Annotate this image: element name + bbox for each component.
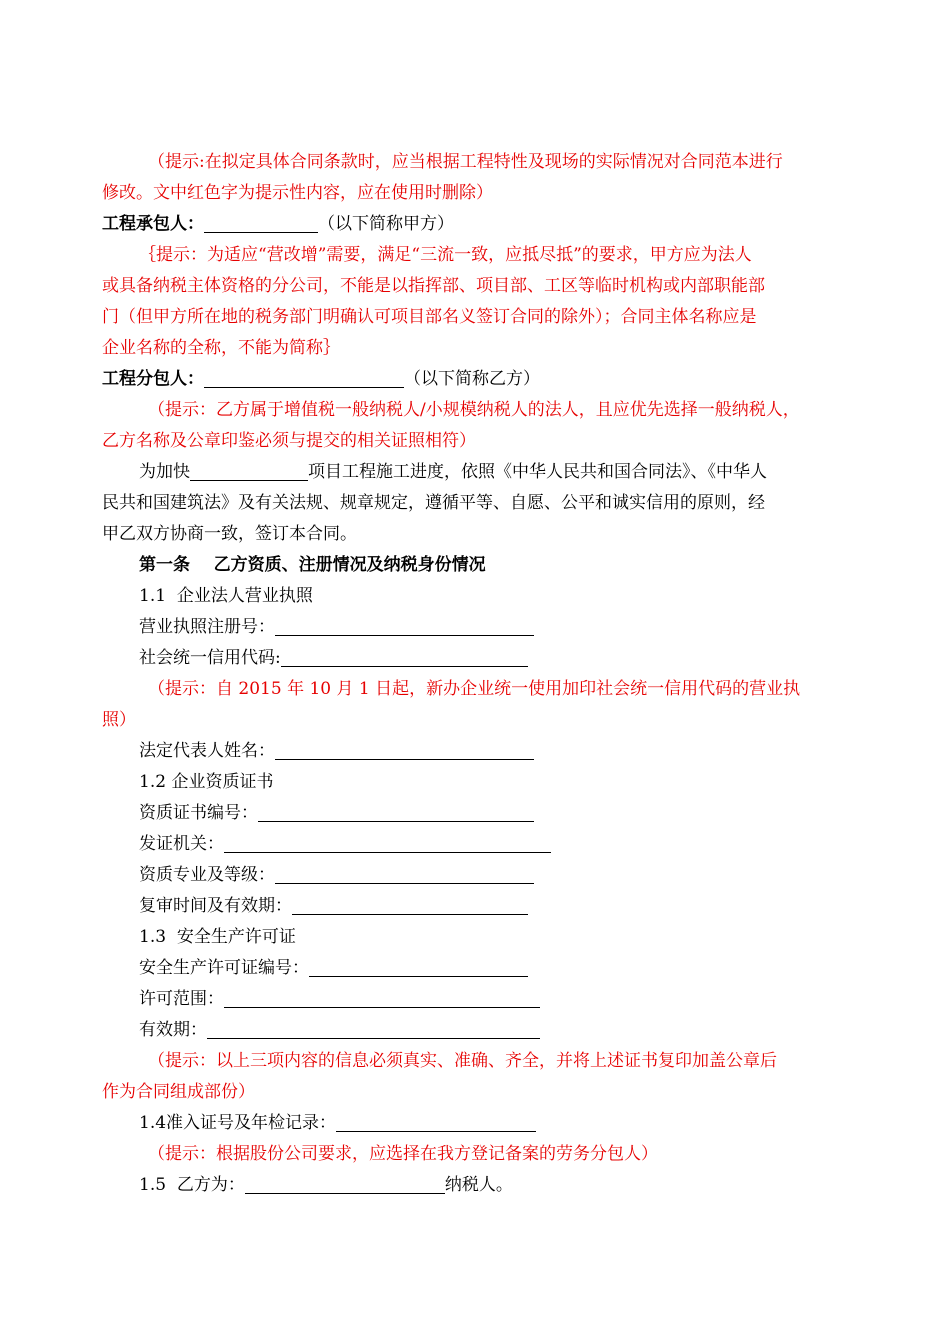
credit-code-blank[interactable]	[281, 644, 528, 667]
project-name-blank[interactable]	[190, 458, 308, 481]
hint-three-line1: （提示：以上三项内容的信息必须真实、准确、齐全，并将上述证书复印加盖公章后	[148, 1051, 777, 1071]
credit-code-row	[102, 643, 862, 674]
preamble-line1	[102, 457, 862, 488]
party-a-blank[interactable]	[204, 210, 318, 233]
scope-row	[102, 984, 862, 1015]
specialty-label: 资质专业及等级：	[139, 865, 275, 885]
hint-intro-line1: （提示:在拟定具体合同条款时，应当根据工程特性及现场的实际情况对合同范本进行	[148, 152, 783, 172]
review-label: 复审时间及有效期：	[139, 896, 292, 916]
license-no-label: 营业执照注册号：	[139, 617, 275, 637]
access-label: 1.4准入证号及年检记录：	[139, 1113, 337, 1133]
party-b-suffix: （以下简称乙方）	[404, 369, 540, 389]
party-b-blank[interactable]	[204, 365, 404, 388]
safety-no-blank[interactable]	[309, 954, 528, 977]
access-blank[interactable]	[336, 1109, 536, 1132]
hint-three-line2: 作为合同组成部份）	[102, 1082, 255, 1102]
contract-page	[102, 147, 862, 1201]
hint-party-b-line1: （提示：乙方属于增值税一般纳税人/小规模纳税人的法人，且应优先选择一般纳税人，	[148, 400, 800, 420]
cert-no-row	[102, 798, 862, 829]
issuer-blank[interactable]	[224, 830, 551, 853]
review-row	[102, 891, 862, 922]
hint-party-a-line1: ｛提示：为适应“营改增”需要，满足“三流一致，应抵尽抵”的要求，甲方应为法人	[139, 245, 752, 265]
scope-label: 许可范围：	[139, 989, 224, 1009]
issuer-label: 发证机关：	[139, 834, 224, 854]
cert-no-blank[interactable]	[258, 799, 534, 822]
credit-code-label: 社会统一信用代码:	[139, 648, 281, 668]
validity-label: 有效期：	[139, 1020, 207, 1040]
safety-no-label: 安全生产许可证编号：	[139, 958, 309, 978]
specialty-row	[102, 860, 862, 891]
party-b-line	[102, 364, 862, 395]
validity-blank[interactable]	[207, 1016, 540, 1039]
taxpayer-label: 1.5 乙方为：	[139, 1175, 245, 1195]
hint-credit-line1: （提示：自 2015 年 10 月 1 日起，新办企业统一使用加印社会统一信用代码的营业执	[148, 679, 801, 699]
hint-party-b-line2: 乙方名称及公章印鉴必须与提交的相关证照相符）	[102, 431, 476, 451]
preamble-line2: 民共和国建筑法》及有关法规、规章规定，遵循平等、自愿、公平和诚实信用的原则，经	[102, 493, 765, 513]
hint-access: （提示：根据股份公司要求，应选择在我方登记备案的劳务分包人）	[148, 1144, 658, 1164]
taxpayer-row	[102, 1170, 862, 1201]
legal-rep-row	[102, 736, 862, 767]
hint-party-a-line4: 企业名称的全称，不能为简称｝	[102, 338, 340, 358]
issuer-row	[102, 829, 862, 860]
preamble-line3: 甲乙双方协商一致，签订本合同。	[102, 524, 357, 544]
legal-rep-label: 法定代表人姓名：	[139, 741, 275, 761]
hint-party-a-line2: 或具备纳税主体资格的分公司，不能是以指挥部、项目部、工区等临时机构或内部职能部	[102, 276, 765, 296]
hint-credit-line2: 照）	[102, 710, 136, 730]
specialty-blank[interactable]	[275, 861, 534, 884]
validity-row	[102, 1015, 862, 1046]
preamble-prefix: 为加快	[139, 462, 190, 482]
section-1-3-heading: 1.3 安全生产许可证	[139, 927, 296, 947]
section-1-1-heading: 1.1 企业法人营业执照	[139, 586, 313, 606]
safety-no-row	[102, 953, 862, 984]
hint-party-a-line3: 门（但甲方所在地的税务部门明确认可项目部名义签订合同的除外）；合同主体名称应是	[102, 307, 757, 327]
party-b-label: 工程分包人：	[102, 369, 204, 389]
party-a-label: 工程承包人：	[102, 214, 204, 234]
article1-title: 第一条 乙方资质、注册情况及纳税身份情况	[139, 555, 486, 575]
legal-rep-blank[interactable]	[275, 737, 534, 760]
cert-no-label: 资质证书编号：	[139, 803, 258, 823]
access-row	[102, 1108, 862, 1139]
scope-blank[interactable]	[224, 985, 540, 1008]
review-blank[interactable]	[292, 892, 528, 915]
preamble-rest: 项目工程施工进度，依照《中华人民共和国合同法》、《中华人	[308, 462, 767, 482]
taxpayer-suffix: 纳税人。	[444, 1175, 513, 1195]
taxpayer-blank[interactable]	[245, 1171, 445, 1194]
license-no-row	[102, 612, 862, 643]
party-a-suffix: （以下简称甲方）	[318, 214, 454, 234]
party-a-line	[102, 209, 862, 240]
section-1-2-heading: 1.2 企业资质证书	[139, 772, 274, 792]
hint-intro-line2: 修改。文中红色字为提示性内容，应在使用时删除）	[102, 183, 493, 203]
license-no-blank[interactable]	[275, 613, 534, 636]
